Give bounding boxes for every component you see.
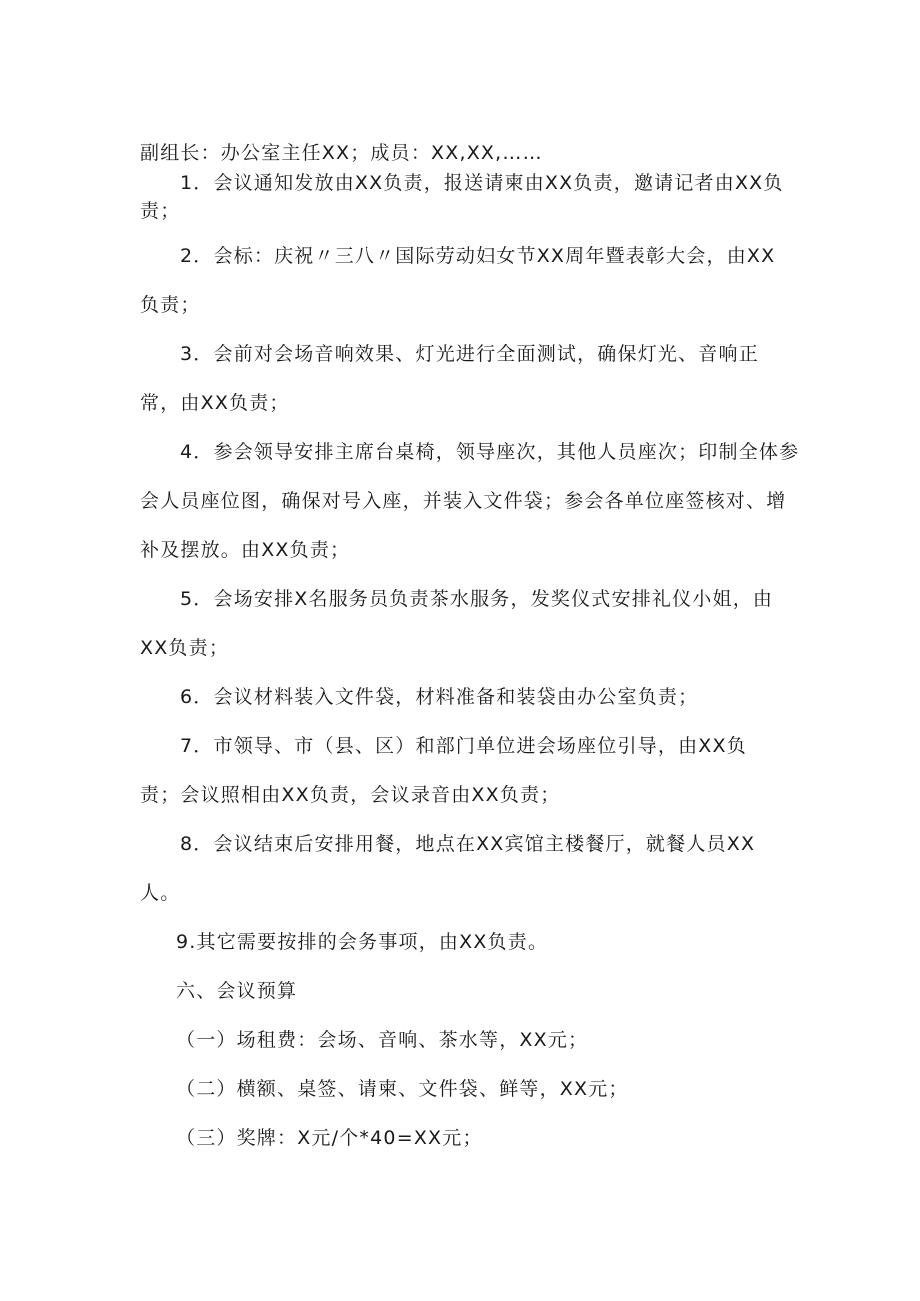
vice-leader-line: 副组长：办公室主任XX；成员：XX,XX,…… xyxy=(140,142,543,164)
item-1-line-1: 1．会议通知发放由XX负责，报送请柬由XX负责，邀请记者由XX负 xyxy=(180,172,784,194)
budget-item-1: （一）场租费：会场、音响、茶水等，XX元； xyxy=(176,1029,589,1051)
section-6-heading: 六、会议预算 xyxy=(176,980,298,1002)
item-8-line-1: 8．会议结束后安排用餐，地点在XX宾馆主楼餐厅，就餐人员XX xyxy=(180,833,756,855)
item-2-line-2: 负责； xyxy=(140,294,201,316)
item-6-line: 6．会议材料装入文件袋，材料准备和装袋由办公室负责； xyxy=(180,686,699,708)
item-5-line-2: XX负责； xyxy=(140,637,230,659)
item-8-line-2: 人。 xyxy=(140,882,181,904)
item-3-line-1: 3．会前对会场音响效果、灯光进行全面测试，确保灯光、音响正 xyxy=(180,343,759,365)
item-2-line-1: 2．会标：庆祝〃三八〃国际劳动妇女节XX周年暨表彰大会，由XX xyxy=(180,245,776,267)
item-5-line-1: 5．会场安排X名服务员负责茶水服务，发奖仪式安排礼仪小姐，由 xyxy=(180,588,774,610)
item-4-line-2: 会人员座位图，确保对号入座，并装入文件袋；参会各单位座签核对、增 xyxy=(140,490,787,512)
item-1-line-2: 责； xyxy=(140,200,181,222)
item-4-line-1: 4．参会领导安排主席台桌椅，领导座次，其他人员座次；印制全体参 xyxy=(180,441,800,463)
item-4-line-3: 补及摆放。由XX负责； xyxy=(140,539,351,561)
budget-item-3: （三）奖牌：X元/个*40=XX元； xyxy=(176,1127,483,1149)
item-3-line-2: 常，由XX负责； xyxy=(140,392,290,414)
item-9-line: 9.其它需要按排的会务事项，由XX负责。 xyxy=(176,931,549,953)
budget-item-2: （二）横额、桌签、请柬、文件袋、鲜等，XX元； xyxy=(176,1078,629,1100)
item-7-line-1: 7．市领导、市（县、区）和部门单位进会场座位引导，由XX负 xyxy=(180,735,747,757)
item-7-line-2: 责；会议照相由XX负责，会议录音由XX负责； xyxy=(140,784,561,806)
